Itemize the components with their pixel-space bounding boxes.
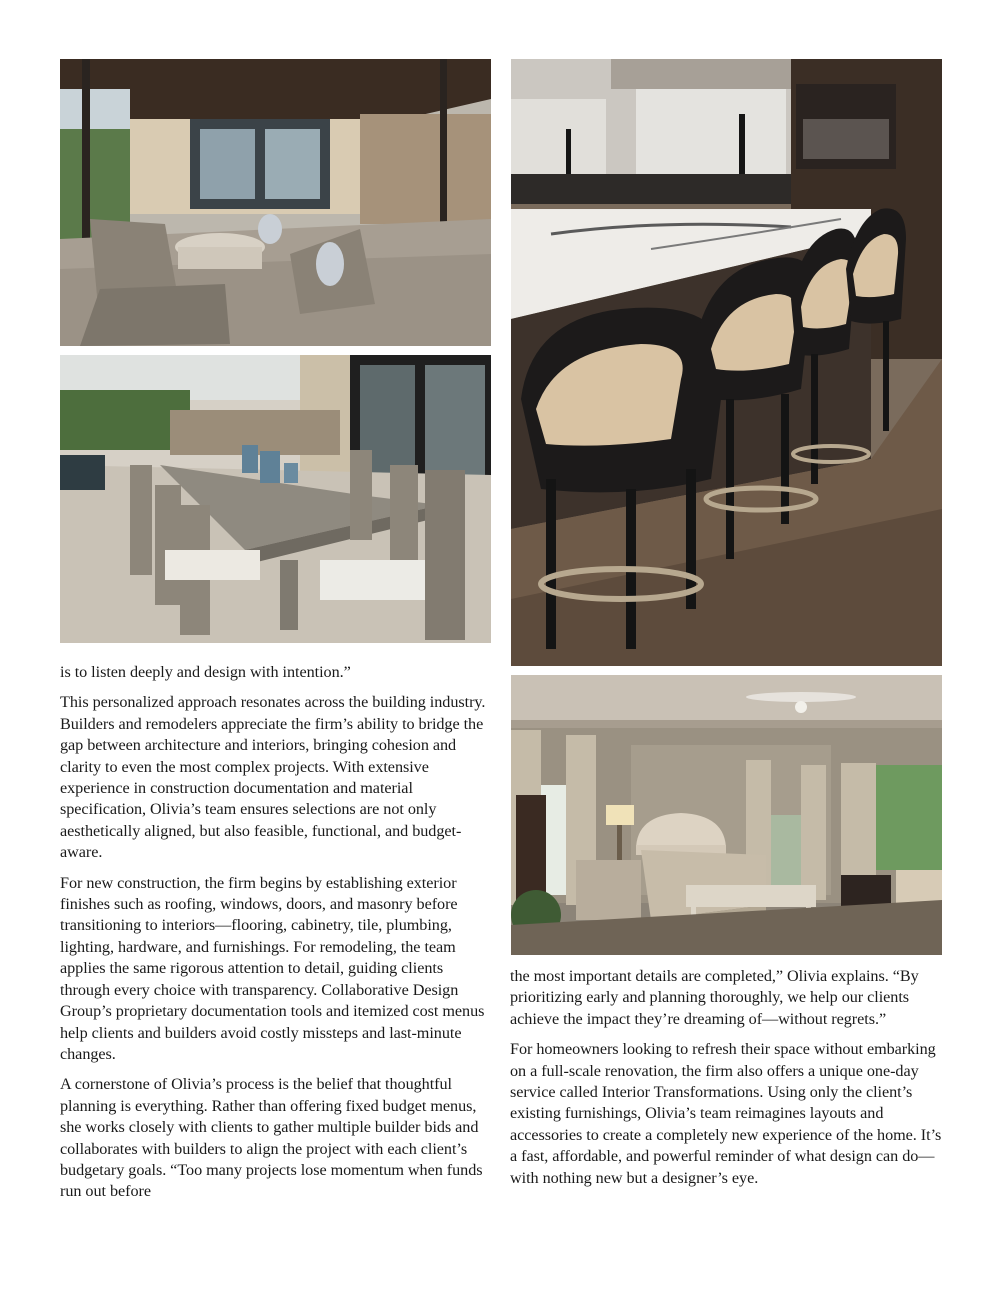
paragraph: This personalized approach resonates across the building industry. Builders and remodelers appreciate the firm’s ability to bridge the gap between architecture and interiors, bringing cohesion and clarity to even the most complex projects. With extensive experience in construction documentation and material specification, Olivia’s team ensures selections are not only aesthetically aligned, but also feasible, functional, and budget-aware. xyxy=(60,693,486,862)
paragraph: the most important details are completed,” Olivia explains. “By prioritizing early and planning thoroughly, we help our clients achieve the impact they’re dreaming of—without regrets.” xyxy=(510,967,919,1028)
paragraph: For homeowners looking to refresh their space without embarking on a full-scale renovation, the firm also offers a unique one-day service called Interior Transformations. Using only the client’s existing furnishings, Olivia’s team reimagines layouts and accessories to create a completely new experience of the home. It’s a fast, affordable, and powerful reminder of what design can do—with nothing new but a designer’s eye. xyxy=(510,1040,942,1187)
kitchen-island-barstools-photo xyxy=(511,59,942,666)
paragraph: is to listen deeply and design with intention.” xyxy=(60,663,351,681)
article-column-right xyxy=(510,966,946,1198)
paragraph: A cornerstone of Olivia’s process is the belief that thoughtful planning is everything. Rather than offering fixed budget menus, she works closely with clients to gather multiple builder bids and collaborates with builders to align the project with each client’s budgetary goals. “Too many projects lose momentum when funds run out before xyxy=(60,1075,483,1201)
paragraph: For new construction, the firm begins by establishing exterior finishes such as roofing, windows, doors, and masonry before transitioning to interiors—flooring, cabinetry, tile, plumbing, lighting, hardware, and furnishings. For remodeling, the team applies the same rigorous attention to detail, guiding clients through every choice with transparency. Collaborative Design Group’s proprietary documentation tools and itemized cost menus help clients and builders avoid costly missteps and last-minute changes. xyxy=(60,873,485,1063)
outdoor-patio-lounge-photo xyxy=(60,59,491,346)
outdoor-dining-table-photo xyxy=(60,355,491,643)
article-column-left xyxy=(60,662,492,1212)
master-bedroom-photo xyxy=(511,675,942,955)
